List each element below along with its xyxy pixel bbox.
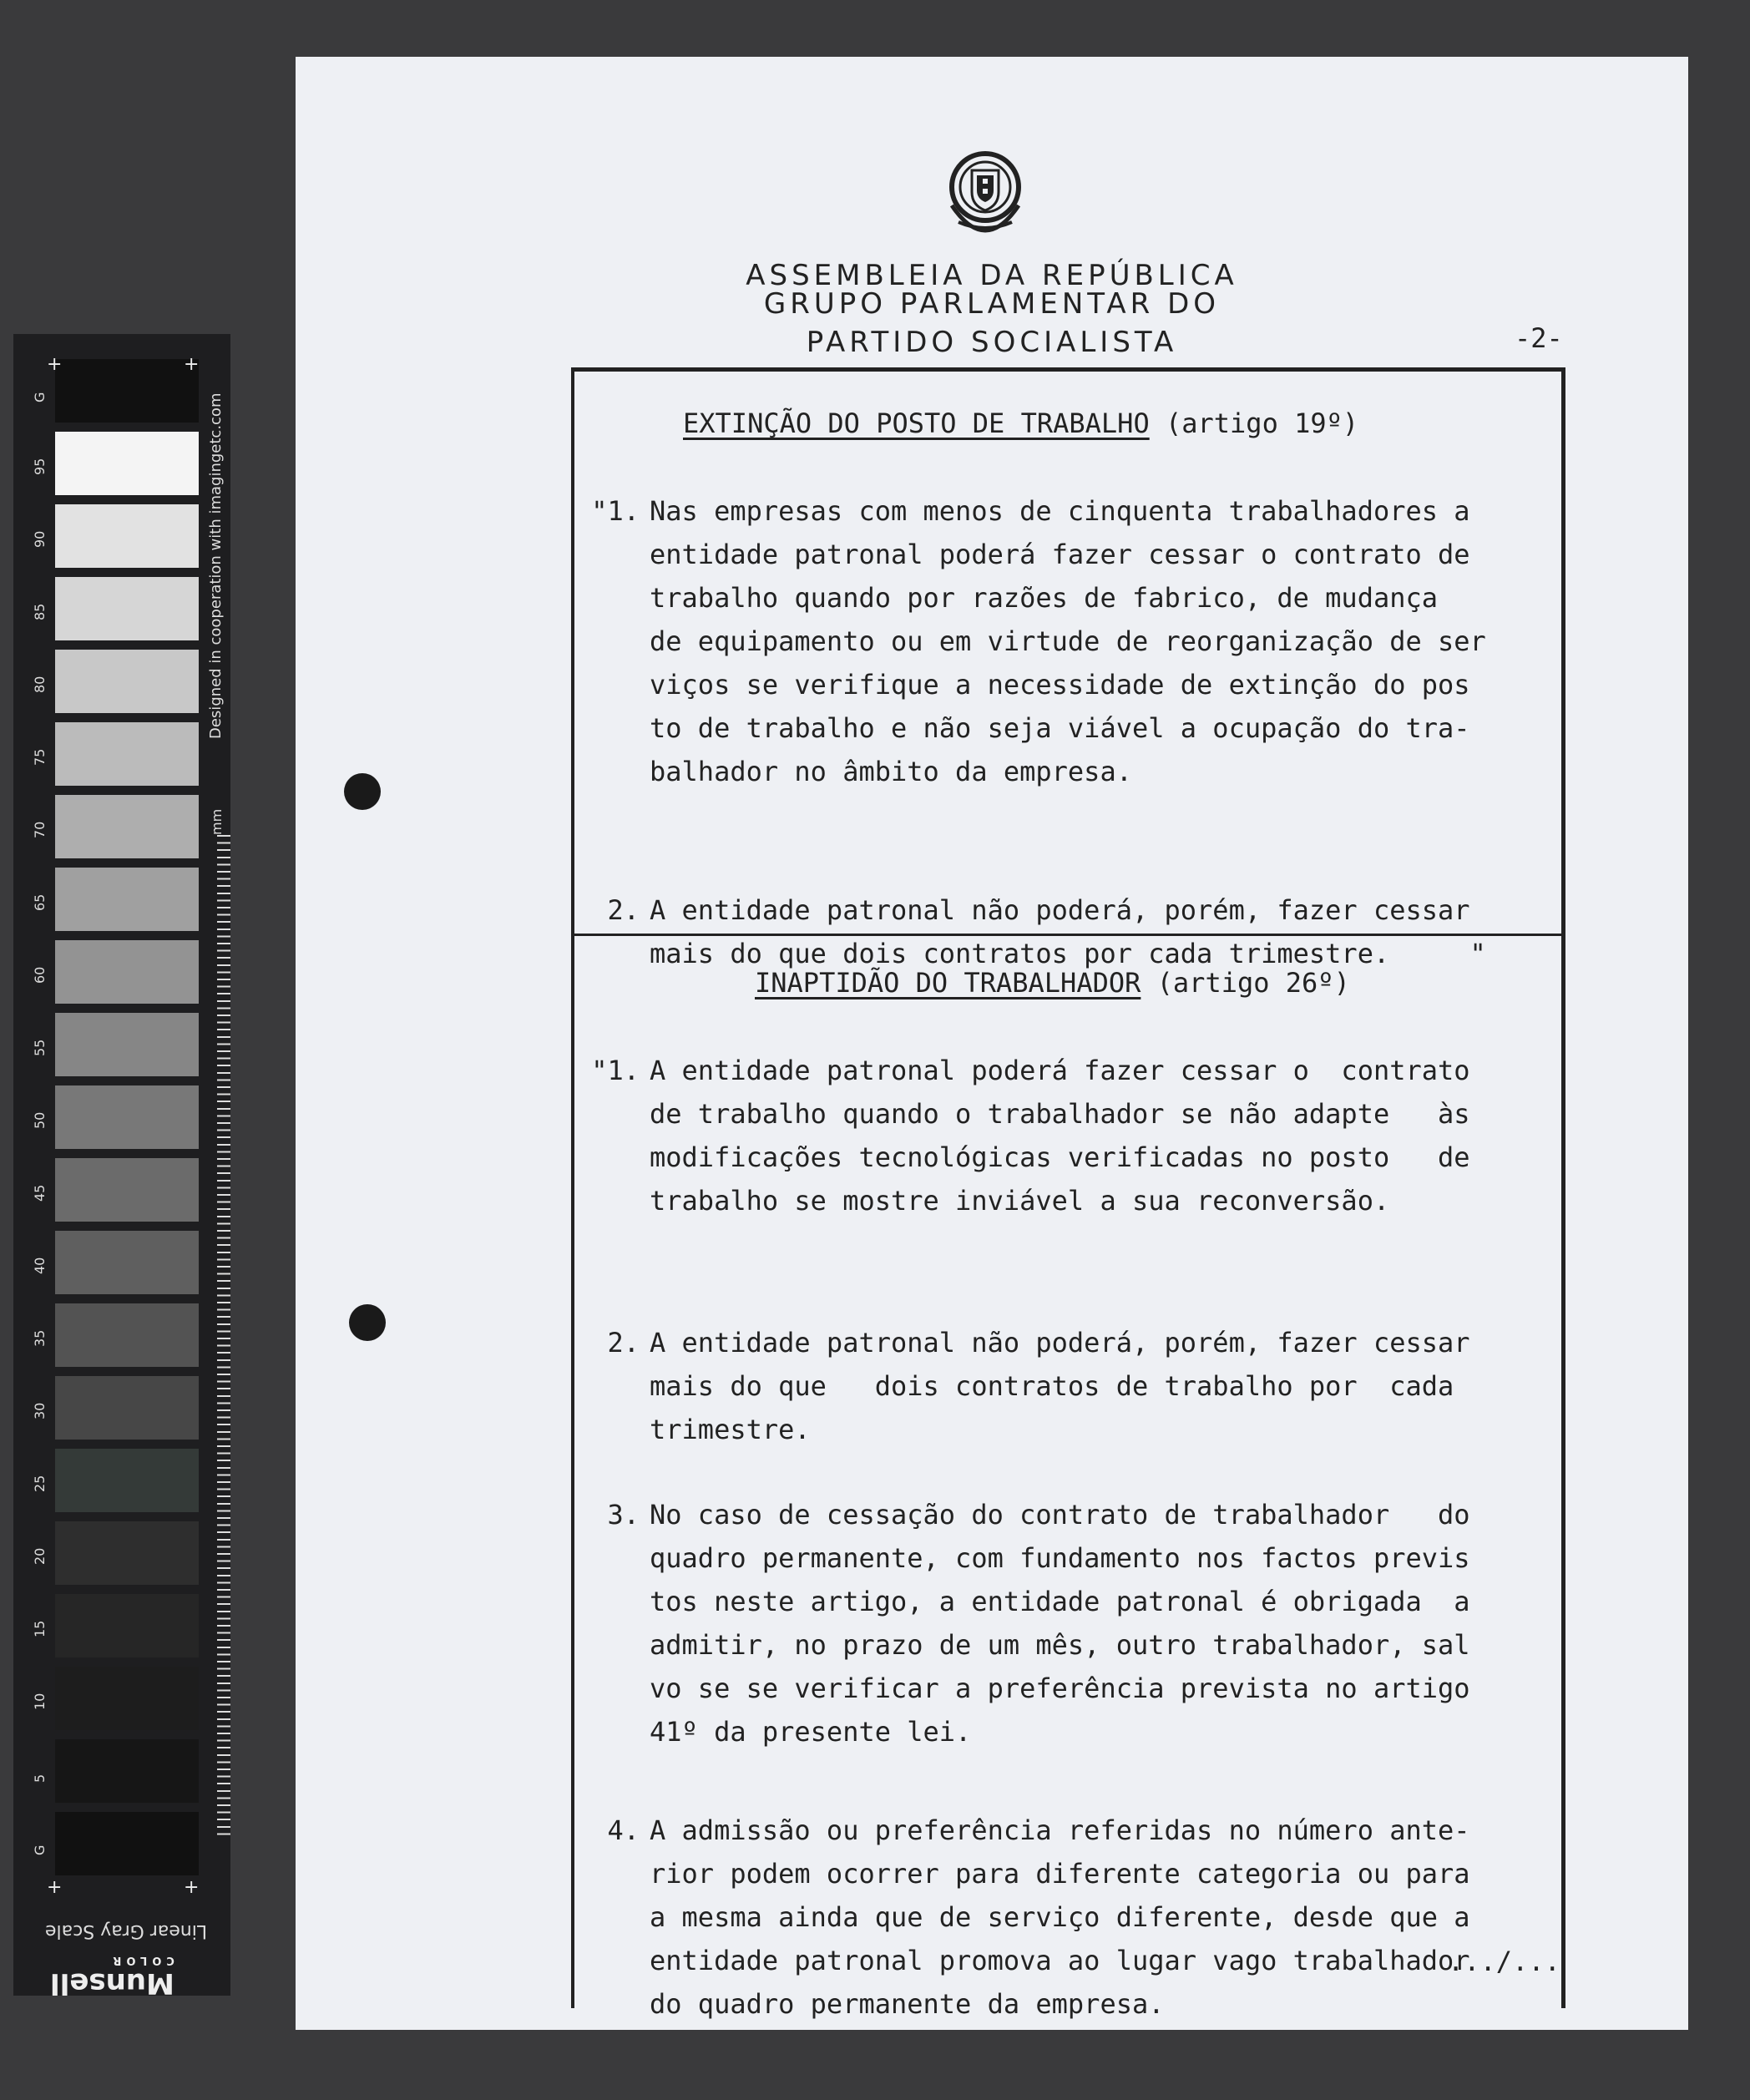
text-line: trimestre.	[650, 1414, 811, 1445]
gray-patch	[55, 1376, 199, 1440]
paragraph	[607, 1493, 1470, 1753]
section-title	[755, 967, 1350, 999]
page-number: -2-	[1515, 322, 1563, 354]
patch-label: 90	[32, 530, 48, 548]
text-line: modificações tecnológicas verificadas no posto de	[650, 1141, 1470, 1173]
text-line: A entidade patronal não poderá, porém, fazer cessar	[650, 894, 1470, 926]
text-line: to de trabalho e não seja viável a ocupação do tra-	[650, 712, 1470, 744]
patch-label: 60	[32, 966, 48, 984]
gray-patch	[55, 650, 199, 713]
portuguese-coat-of-arms-icon	[943, 147, 1027, 237]
header-party: PARTIDO SOCIALISTA	[806, 326, 1178, 359]
designed-by-text: Designed in cooperation with imagingetc.com	[207, 392, 225, 739]
gray-patch	[55, 1303, 199, 1367]
gray-patch	[55, 1812, 199, 1875]
gray-patch	[55, 1667, 199, 1730]
patch-label: 70	[32, 821, 48, 838]
text-line: entidade patronal promova ao lugar vago trabalhador	[650, 1945, 1470, 1976]
paragraph-number: 2.	[607, 894, 640, 926]
registration-mark: +	[184, 1877, 200, 1898]
gray-patch	[55, 940, 199, 1004]
gray-patch	[55, 1013, 199, 1076]
text-line: balhador no âmbito da empresa.	[650, 756, 1132, 787]
paragraph	[607, 1809, 1470, 2026]
patch-label: 30	[32, 1402, 48, 1419]
gray-patch	[55, 1739, 199, 1803]
gray-patch	[55, 1085, 199, 1149]
gray-patch	[55, 504, 199, 568]
gray-patch	[55, 359, 199, 423]
text-line: mais do que dois contratos por cada trimestre. "	[650, 938, 1486, 969]
section-title	[683, 407, 1358, 439]
text-line: tos neste artigo, a entidade patronal é obrigada a	[650, 1586, 1470, 1617]
patch-label: 95	[32, 458, 48, 475]
paragraph-number: 2.	[607, 1327, 640, 1359]
patch-label: 85	[32, 603, 48, 620]
text-line: admitir, no prazo de um mês, outro trabalhador, sal	[650, 1629, 1470, 1661]
text-line: de equipamento ou em virtude de reorganização de ser	[650, 625, 1486, 657]
paragraph	[591, 489, 1486, 793]
munsell-logo	[50, 1954, 174, 2000]
text-line: quadro permanente, com fundamento nos factos previs	[650, 1542, 1470, 1574]
gray-patches	[55, 359, 199, 1885]
paragraph-number: 3.	[607, 1499, 640, 1531]
text-line: vo se se verificar a preferência prevista no artigo	[650, 1672, 1470, 1704]
gray-patch	[55, 1521, 199, 1585]
patch-label: 25	[32, 1475, 48, 1492]
section-article: (artigo 19º)	[1165, 407, 1359, 439]
section-heading: EXTINÇÃO DO POSTO DE TRABALHO	[683, 407, 1150, 439]
text-line: de trabalho quando o trabalhador se não adapte às	[650, 1098, 1470, 1130]
patch-label: 35	[32, 1329, 48, 1347]
text-line: do quadro permanente da empresa.	[650, 1988, 1165, 2020]
text-line: rior podem ocorrer para diferente categoria ou para	[650, 1858, 1470, 1890]
patch-label: 75	[32, 748, 48, 766]
patch-label: 55	[32, 1039, 48, 1056]
patch-label: 65	[32, 893, 48, 911]
text-line: a mesma ainda que de serviço diferente, desde que a	[650, 1901, 1470, 1933]
gray-patch	[55, 1594, 199, 1657]
mm-ruler	[217, 835, 230, 1837]
patch-label: 80	[32, 676, 48, 693]
text-line: trabalho quando por razões de fabrico, de mudança	[650, 582, 1439, 614]
registration-mark: +	[47, 354, 63, 375]
gray-patch	[55, 722, 199, 786]
patch-label: 15	[32, 1620, 48, 1637]
patch-label: 45	[32, 1184, 48, 1202]
patch-label: 5	[32, 1774, 48, 1783]
patch-label: G	[32, 1844, 48, 1855]
gray-patch	[55, 795, 199, 858]
gray-patch	[55, 432, 199, 495]
text-line: A entidade patronal poderá fazer cessar o contrato	[650, 1055, 1470, 1086]
punch-hole	[344, 773, 381, 810]
registration-mark: +	[47, 1877, 63, 1898]
section-article: (artigo 26º)	[1156, 967, 1350, 999]
text-line: A entidade patronal não poderá, porém, fazer cessar	[650, 1327, 1470, 1359]
registration-mark: +	[184, 354, 200, 375]
patch-label: 40	[32, 1257, 48, 1274]
text-line: No caso de cessação do contrato de trabalhador do	[650, 1499, 1470, 1531]
paragraph-number: 4.	[607, 1814, 640, 1846]
patch-label: G	[32, 392, 48, 402]
header-group: GRUPO PARLAMENTAR DO	[763, 287, 1221, 321]
text-line: A admissão ou preferência referidas no número ante-	[650, 1814, 1470, 1846]
continuation-mark: .../...	[1448, 1946, 1560, 1977]
text-line: Nas empresas com menos de cinquenta trabalhadores a	[650, 495, 1470, 527]
gray-scale-card	[13, 334, 230, 2000]
text-line: viços se verifique a necessidade de extinção do pos	[650, 669, 1470, 701]
munsell-brand-sub: COLOR	[108, 1954, 174, 1966]
gray-patch	[55, 1158, 199, 1222]
punch-hole	[349, 1304, 386, 1341]
text-line: entidade patronal poderá fazer cessar o contrato de	[650, 539, 1470, 570]
paragraph	[591, 1049, 1470, 1222]
paragraph-number: "1.	[591, 1055, 640, 1086]
scale-label: Linear Gray Scale	[45, 1920, 208, 1941]
text-line: mais do que dois contratos de trabalho por cada	[650, 1370, 1454, 1402]
gray-patch	[55, 1231, 199, 1294]
document-page	[296, 57, 1688, 2030]
text-line: trabalho se mostre inviável a sua reconversão.	[650, 1185, 1390, 1217]
paragraph	[607, 888, 1486, 975]
munsell-brand: Munsell	[50, 1966, 174, 2000]
text-line: 41º da presente lei.	[650, 1716, 972, 1748]
section-heading: INAPTIDÃO DO TRABALHADOR	[755, 967, 1141, 999]
paragraph-number: "1.	[591, 495, 640, 527]
header-assembly: ASSEMBLEIA DA REPÚBLICA	[746, 259, 1238, 292]
gray-patch	[55, 577, 199, 640]
patch-label: 10	[32, 1693, 48, 1710]
patch-label: 20	[32, 1547, 48, 1565]
gray-patch	[55, 1449, 199, 1512]
paragraph	[607, 1321, 1470, 1451]
patch-label: 50	[32, 1111, 48, 1129]
mm-label: mm	[209, 808, 225, 835]
gray-patch	[55, 868, 199, 931]
